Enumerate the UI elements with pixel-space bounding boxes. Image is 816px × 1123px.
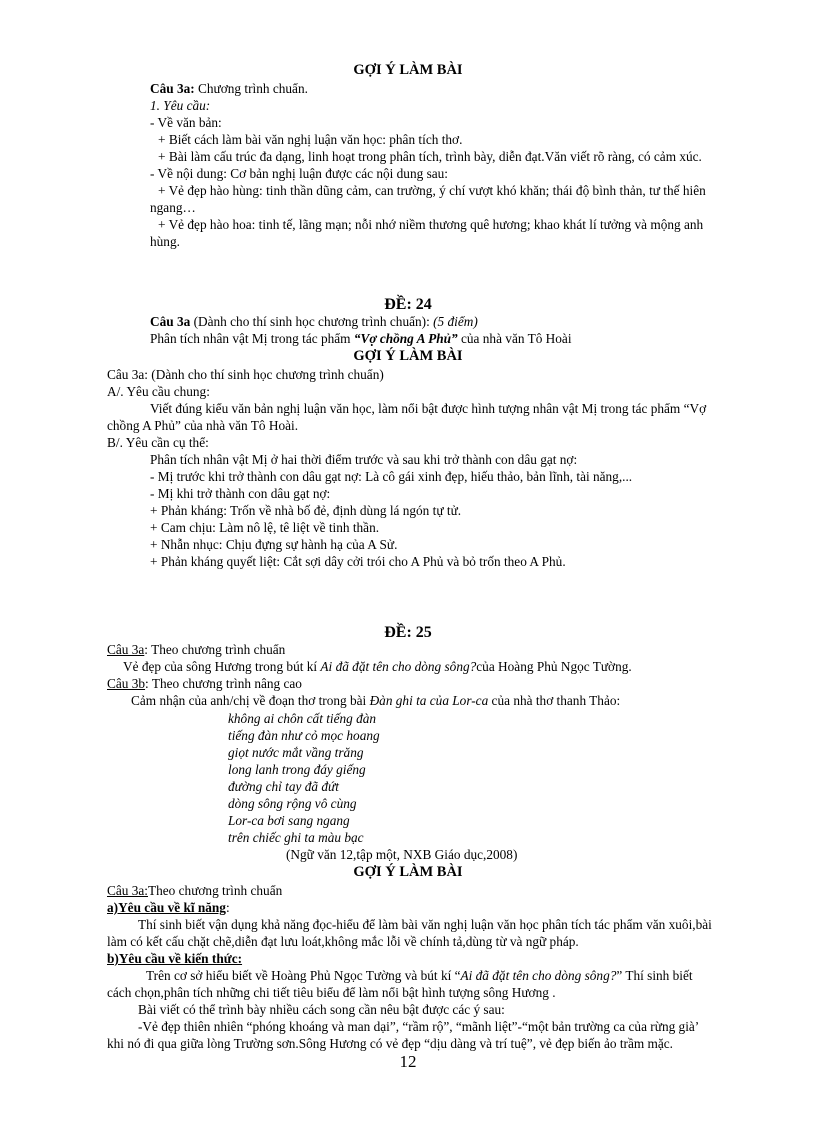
text-line: B/. Yêu cần cụ thể: <box>107 435 209 450</box>
guide-title-24: GỢI Ý LÀM BÀI <box>353 348 463 364</box>
text-line: Viết đúng kiểu văn bản nghị luận văn học, làm nổi bật được hình tượng nhân vật Mị trong tác phẩm “Vợ <box>150 401 707 416</box>
poem-line: dòng sông rộng vô cùng <box>228 796 357 811</box>
prompt-line: Cảm nhận của anh/chị về đoạn thơ trong bài Đàn ghi ta của Lor-ca của nhà thơ thanh Thảo: <box>131 693 621 708</box>
text-line: - Về văn bản: <box>150 115 222 130</box>
text-line: Phân tích nhân vật Mị ở hai thời điểm trước và sau khi trở thành con dâu gạt nợ: <box>150 452 578 467</box>
text-line: Thí sinh biết vận dụng khả năng đọc-hiểu để làm bài văn nghị luận văn học phân tích tác phẩm văn xuôi,bài <box>138 917 712 932</box>
text-line: A/. Yêu cầu chung: <box>107 384 210 399</box>
skills-heading: a)Yêu cầu về kĩ năng: <box>107 900 230 915</box>
text-line: - Về nội dung: Cơ bản nghị luận được các nội dung sau: <box>150 166 448 181</box>
text-line: + Cam chịu: Làm nô lệ, tê liệt về tinh thần. <box>150 520 380 535</box>
text-line: - Mị trước khi trở thành con dâu gạt nợ: Là cô gái xinh đẹp, hiếu thảo, bản lĩnh, tài năng,... <box>150 469 633 484</box>
text-line: -Vẻ đẹp thiên nhiên “phóng khoáng và man dại”, “rầm rộ”, “mãnh liệt”-“một bản trường ca của rừng già’ <box>138 1019 700 1034</box>
exam-heading-24: ĐỀ: 24 <box>384 296 432 313</box>
knowledge-heading: b)Yêu cầu về kiến thức: <box>107 951 243 966</box>
question-text: Chương trình chuẩn. <box>194 81 308 96</box>
text-line: Câu 3a: (Dành cho thí sinh học chương trình chuẩn) <box>107 367 384 382</box>
question-line: Câu 3a: Theo chương trình chuẩn <box>107 642 286 657</box>
poem-line: giọt nước mắt vầng trăng <box>228 745 364 760</box>
page-number: 12 <box>399 1052 417 1071</box>
question-line <box>150 80 308 97</box>
text-line: Trên cơ sở hiểu biết về Hoàng Phủ Ngọc Tường và bút kí “Ai đã đặt tên cho dòng sông?” Thí sinh biết <box>146 968 693 983</box>
poem-line: Lor-ca bơi sang ngang <box>228 813 350 828</box>
poem-line: tiếng đàn như cỏ mọc hoang <box>228 728 380 743</box>
text-line: + Bài làm cấu trúc đa dạng, linh hoạt trong phân tích, trình bày, diễn đạt.Văn viết rõ ràng, có cảm xúc. <box>158 149 702 164</box>
poem-line: long lanh trong đáy giếng <box>228 762 366 777</box>
text-line: + Nhẫn nhục: Chịu đựng sự hành hạ của A Sử. <box>150 537 398 552</box>
work-title: “Vợ chồng A Phủ” <box>353 331 458 346</box>
text-line: chồng A Phủ” của nhà văn Tô Hoài. <box>107 418 299 433</box>
guide-title-25: GỢI Ý LÀM BÀI <box>353 864 463 880</box>
exam-heading-25: ĐỀ: 25 <box>384 624 432 641</box>
requirement-heading: 1. Yêu cầu: <box>150 98 211 113</box>
work-title: Ai đã đặt tên cho dòng sông? <box>460 968 617 983</box>
points: (5 điểm) <box>433 314 478 329</box>
poem-line: đường chỉ tay đã đứt <box>228 779 339 794</box>
poem-line: trên chiếc ghi ta màu bạc <box>228 830 364 845</box>
work-title: Ai đã đặt tên cho dòng sông? <box>320 659 477 674</box>
text-line: khi nó đi qua giữa lòng Trường sơn.Sông Hương có vẻ đẹp “dịu dàng và trí tuệ”, vẻ đẹp biến ảo trầm mặc. <box>107 1036 673 1051</box>
text-line: làm có kết cấu chặt chẽ,diễn đạt lưu loát,không mắc lỗi về chính tả,dùng từ và ngữ pháp. <box>107 934 579 949</box>
text-line: - Mị khi trở thành con dâu gạt nợ: <box>150 486 331 501</box>
question-line: Câu 3a:Theo chương trình chuẩn <box>107 883 283 898</box>
text-line: hùng. <box>150 234 180 249</box>
text-line: Bài viết có thể trình bày nhiều cách song cần nêu bật được các ý sau: <box>138 1002 505 1017</box>
text-line: + Vẻ đẹp hào hoa: tinh tế, lãng mạn; nỗi nhớ niềm thương quê hương; khao khát lí tưởng và mộng anh <box>158 217 704 232</box>
text-line: ngang… <box>150 200 196 215</box>
poem-line: không ai chôn cất tiếng đàn <box>228 711 377 726</box>
text-line: + Phản kháng quyết liệt: Cắt sợi dây cởi trói cho A Phủ và bỏ trốn theo A Phủ. <box>150 554 566 569</box>
question-line: Câu 3b: Theo chương trình nâng cao <box>107 676 302 691</box>
work-title: Đàn ghi ta của Lor-ca <box>369 693 489 708</box>
question-label: Câu 3a: <box>150 81 195 96</box>
text-line: cách chọn,phân tích những chi tiết tiêu biểu để làm nổi bật hình tượng sông Hương . <box>107 985 556 1000</box>
poem-source: (Ngữ văn 12,tập một, NXB Giáo dục,2008) <box>286 847 518 862</box>
text-line: + Biết cách làm bài văn nghị luận văn học: phân tích thơ. <box>158 132 463 147</box>
guide-title-1: GỢI Ý LÀM BÀI <box>353 62 463 78</box>
prompt-line: Vẻ đẹp của sông Hương trong bút kí Ai đã đặt tên cho dòng sông?của Hoàng Phủ Ngọc Tường. <box>123 659 632 674</box>
question-line: Câu 3a (Dành cho thí sinh học chương trình chuẩn): (5 điểm) <box>150 314 478 329</box>
prompt-line: Phân tích nhân vật Mị trong tác phẩm “Vợ chồng A Phủ” của nhà văn Tô Hoài <box>150 331 572 346</box>
text-line: + Vẻ đẹp hào hùng: tinh thần dũng cảm, can trường, ý chí vượt khó khăn; thái độ bình thản, tư thế hiên <box>158 183 706 198</box>
text-line: + Phản kháng: Trốn về nhà bố đẻ, định dùng lá ngón tự tử. <box>150 503 462 518</box>
